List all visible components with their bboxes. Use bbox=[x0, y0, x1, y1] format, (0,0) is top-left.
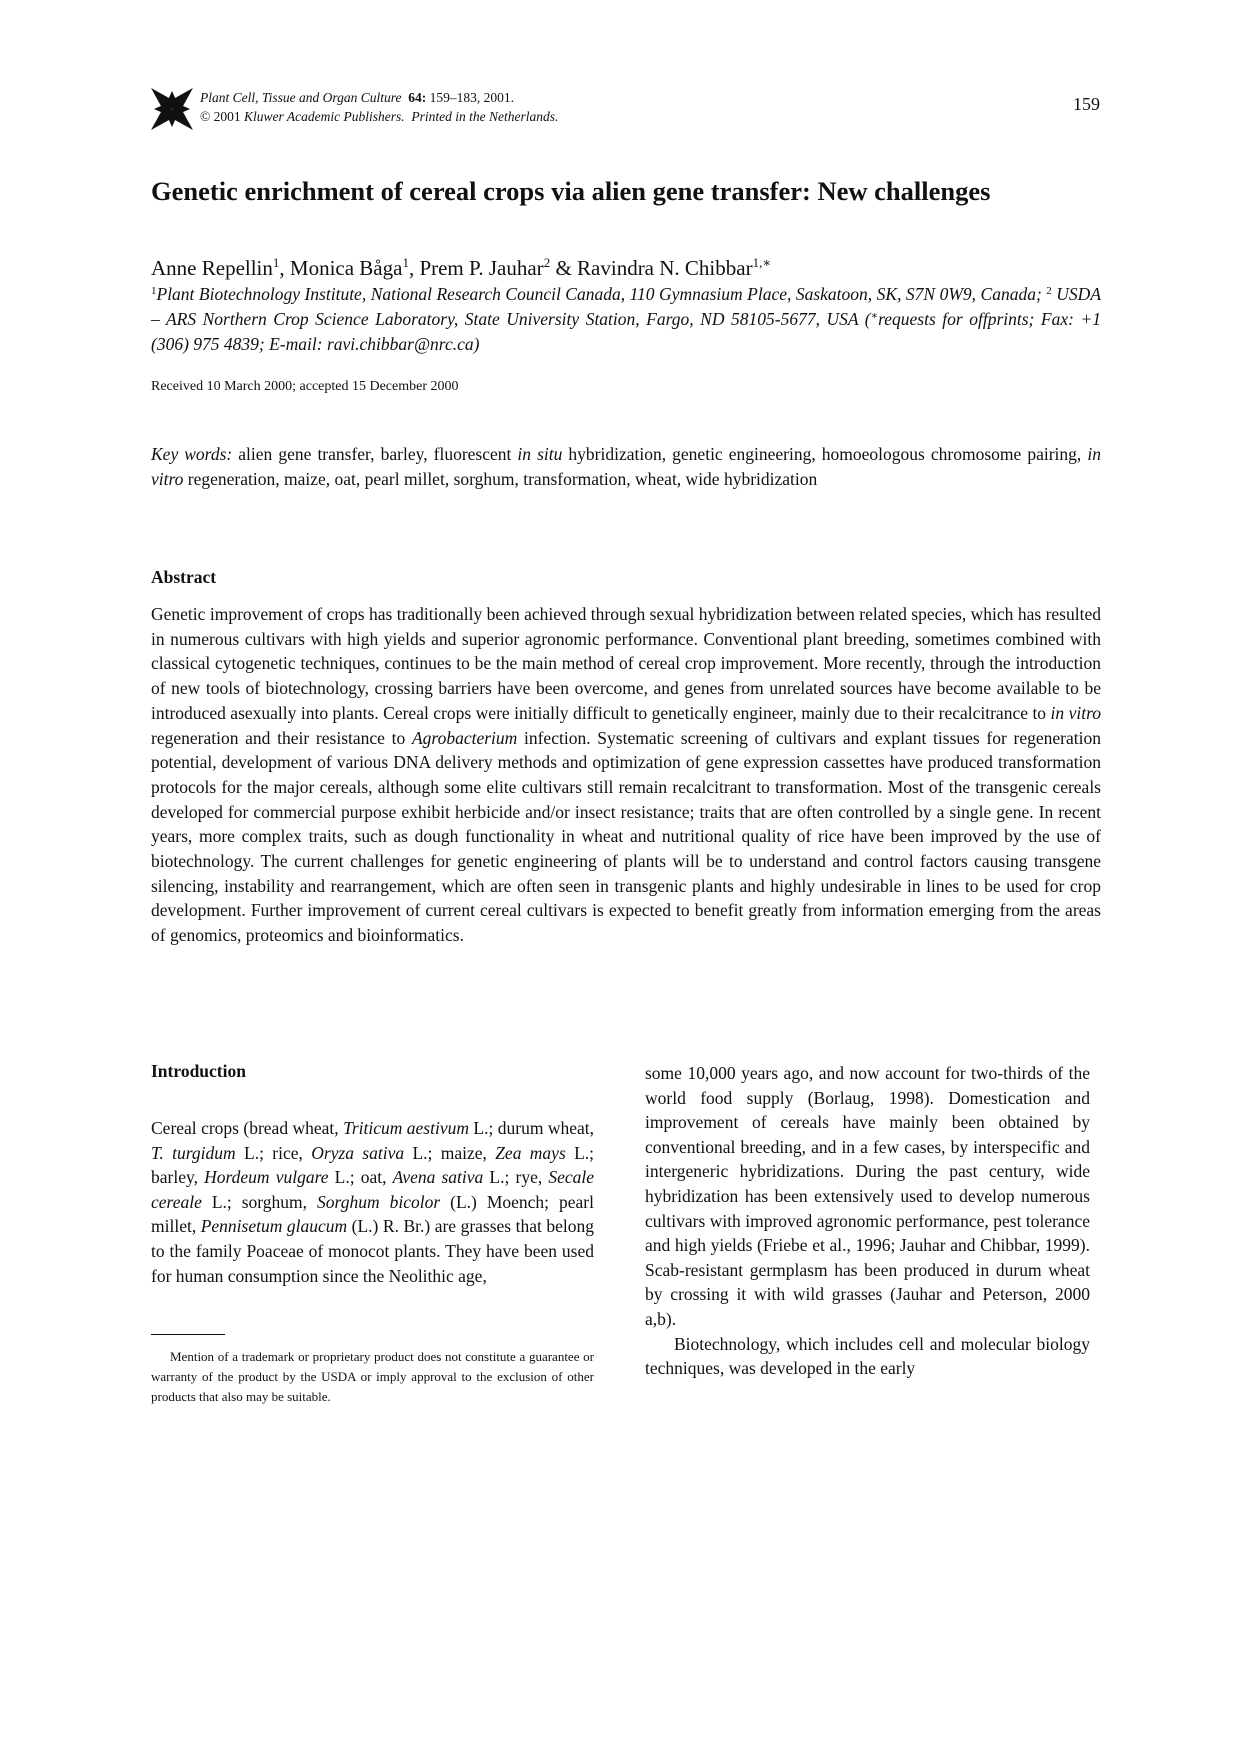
affil-1-text: Plant Biotechnology Institute, National Research Council Canada, 110 Gymnasium Place, Saskatoon, SK, S7N 0W9, Canada; bbox=[156, 284, 1042, 304]
text-run: (L.) R. Br.) are grasses that belong to the family Poaceae of monocot plants. They have been used for human consumption since the Neolithic age, bbox=[151, 1216, 595, 1286]
text-run: hybridization, genetic engineering, homoeologous chromosome pairing, bbox=[562, 444, 1088, 464]
affil-2-text: USDA – ARS Northern Crop Science Laboratory, State University Station, Fargo, ND 58105-5677, USA ( bbox=[151, 284, 1102, 329]
italic-term: Pennisetum glaucum bbox=[200, 1216, 348, 1237]
text-run: Genetic improvement of crops has traditionally been achieved through sexual hybridization between related species, which has resulted in numerous cultivars with high yields and superior agronomic performance. Conventional plant breeding, sometimes combined with classical cytogenetic techniques, continues to be the main method of cereal crop improvement. More recently, through the introduction of new tools of biotechnology, crossing barriers have been overcome, and genes from unrelated sources have become available to be introduced asexually into plants. Cereal crops were initially difficult to genetically engineer, mainly due to their recalcitrance to bbox=[151, 604, 1101, 723]
abstract-heading: Abstract bbox=[151, 567, 217, 587]
text-run: L.; oat, bbox=[328, 1167, 393, 1188]
journal-volume: 64: bbox=[408, 90, 427, 105]
italic-term: Sorghum bicolor bbox=[317, 1191, 441, 1212]
text-run: L.; maize, bbox=[404, 1142, 496, 1163]
author-separator: , bbox=[279, 256, 290, 280]
copyright-line bbox=[200, 107, 558, 126]
footnote: Mention of a trademark or proprietary product does not constitute a guarantee or warranty of the product by the USDA or imply approval to the exclusion of other products that also may be suitable. bbox=[151, 1349, 594, 1404]
affil-2-sup: 2 bbox=[1046, 285, 1052, 297]
text-run: Cereal crops (bread wheat, bbox=[151, 1118, 344, 1138]
corresponding-star: ∗ bbox=[870, 310, 879, 322]
text-run: regeneration, maize, oat, pearl millet, sorghum, transformation, wheat, wide hybridization bbox=[183, 469, 818, 489]
abstract-text bbox=[151, 602, 1101, 948]
page-number: 159 bbox=[1073, 94, 1100, 114]
author-separator: & bbox=[550, 256, 578, 280]
copyright-year: 2001 bbox=[213, 109, 241, 124]
italic-term: Triticum aestivum bbox=[343, 1118, 469, 1138]
journal-name: Plant Cell, Tissue and Organ Culture bbox=[200, 90, 402, 105]
keywords bbox=[151, 442, 1101, 492]
printed-in: Printed in the Netherlands. bbox=[411, 109, 559, 124]
text-run: (L.) Moench; pearl millet, bbox=[151, 1191, 594, 1237]
italic-term: in vitro bbox=[151, 444, 1101, 489]
text-run: infection. Systematic screening of cultivars and explant tissues for regeneration potential, development of various DNA delivery methods and optimization of gene expression cassettes have produced transformation protocols for the major cereals, although some elite cultivars still remain recalcitrant to transformation. Most of the transgenic cereals developed for commercial purpose exhibit herbicide and/or insect resistance; traits that are often controlled by a single gene. In recent years, more complex traits, such as dough functionality in wheat and nutritional quality of rice have been improved by the use of biotechnology. The current challenges for genetic engineering of plants will be to understand and control factors causing transgene silencing, instability and rearrangement, which are often seen in transgenic plants and highly undesirable in lines to be used for crop development. Further improvement of current cereal cultivars is expected to benefit greatly from information emerging from the areas of genomics, proteomics and bioinformatics. bbox=[151, 727, 1101, 946]
author-affil-sup: 2 bbox=[543, 255, 551, 270]
author-name: Monica Båga bbox=[289, 256, 403, 280]
author-affil-sup: 1,∗ bbox=[752, 255, 772, 270]
text-run: regeneration and their resistance to bbox=[151, 727, 412, 748]
kluwer-logo-icon bbox=[151, 88, 193, 130]
affil-1-sup: 1 bbox=[151, 285, 157, 297]
text-run: L.; rice, bbox=[235, 1142, 312, 1163]
author-separator: , bbox=[408, 256, 420, 280]
author-name: Anne Repellin bbox=[151, 256, 273, 280]
italic-term: in vitro bbox=[1050, 702, 1101, 723]
introduction-column-2 bbox=[645, 1061, 1090, 1381]
footnote-rule bbox=[151, 1334, 225, 1335]
text-run: L.; sorghum, bbox=[201, 1191, 318, 1212]
publisher: Kluwer Academic Publishers. bbox=[244, 109, 405, 124]
paper-title: Genetic enrichment of cereal crops via alien gene transfer: New challenges bbox=[151, 176, 991, 206]
author-name: Ravindra N. Chibbar bbox=[577, 256, 753, 280]
text-run: alien gene transfer, barley, fluorescent bbox=[232, 444, 518, 464]
italic-term: T. turgidum bbox=[151, 1142, 236, 1163]
introduction-column-1 bbox=[151, 1116, 594, 1288]
paragraph: Biotechnology, which includes cell and molecular biology techniques, was developed in the early bbox=[645, 1333, 1090, 1379]
italic-term: Hordeum vulgare bbox=[204, 1167, 329, 1188]
keywords-text bbox=[151, 444, 1101, 489]
author-list bbox=[151, 254, 1101, 282]
italic-term: Zea mays bbox=[495, 1142, 566, 1163]
journal-pages-year: 159–183, 2001. bbox=[429, 90, 515, 105]
received-dates: Received 10 March 2000; accepted 15 December 2000 bbox=[151, 379, 459, 394]
introduction-heading: Introduction bbox=[151, 1061, 246, 1081]
author-name: Prem P. Jauhar bbox=[419, 256, 544, 280]
contact-info: requests for offprints; Fax: +1 (306) 975 4839; E-mail: ravi.chibbar@nrc.ca) bbox=[151, 309, 1101, 354]
author-affil-sup: 1 bbox=[402, 255, 409, 270]
journal-line bbox=[200, 88, 558, 107]
author-affil-sup: 1 bbox=[272, 255, 280, 270]
text-run: L.; rye, bbox=[483, 1167, 549, 1188]
text-run: L.; barley, bbox=[151, 1142, 595, 1188]
copyright-symbol: © bbox=[200, 109, 211, 124]
affiliations bbox=[151, 282, 1101, 357]
italic-term: Secale cereale bbox=[151, 1167, 595, 1212]
text-run: L.; durum wheat, bbox=[469, 1118, 595, 1138]
italic-term: Agrobacterium bbox=[411, 727, 518, 748]
keywords-label: Key words: bbox=[151, 444, 233, 464]
journal-citation bbox=[200, 88, 558, 126]
italic-term: in situ bbox=[517, 444, 563, 464]
italic-term: Oryza sativa bbox=[311, 1142, 405, 1163]
paragraph: some 10,000 years ago, and now account for two-thirds of the world food supply (Borlaug, 1998). Domestication and improvement of cereals have mainly been obtained by conventional breeding, and in a few cases, by interspecific and intergeneric hybridizations. During the past century, wide hybridization has been extensively used to develop numerous cultivars with improved agronomic performance, pest tolerance and high yields (Friebe et al., 1996; Jauhar and Chibbar, 1999). Scab-resistant germplasm has been produced in durum wheat by crossing it with wild grasses (Jauhar and Peterson, 2000 a,b). bbox=[645, 1063, 1090, 1329]
italic-term: Avena sativa bbox=[392, 1167, 484, 1188]
